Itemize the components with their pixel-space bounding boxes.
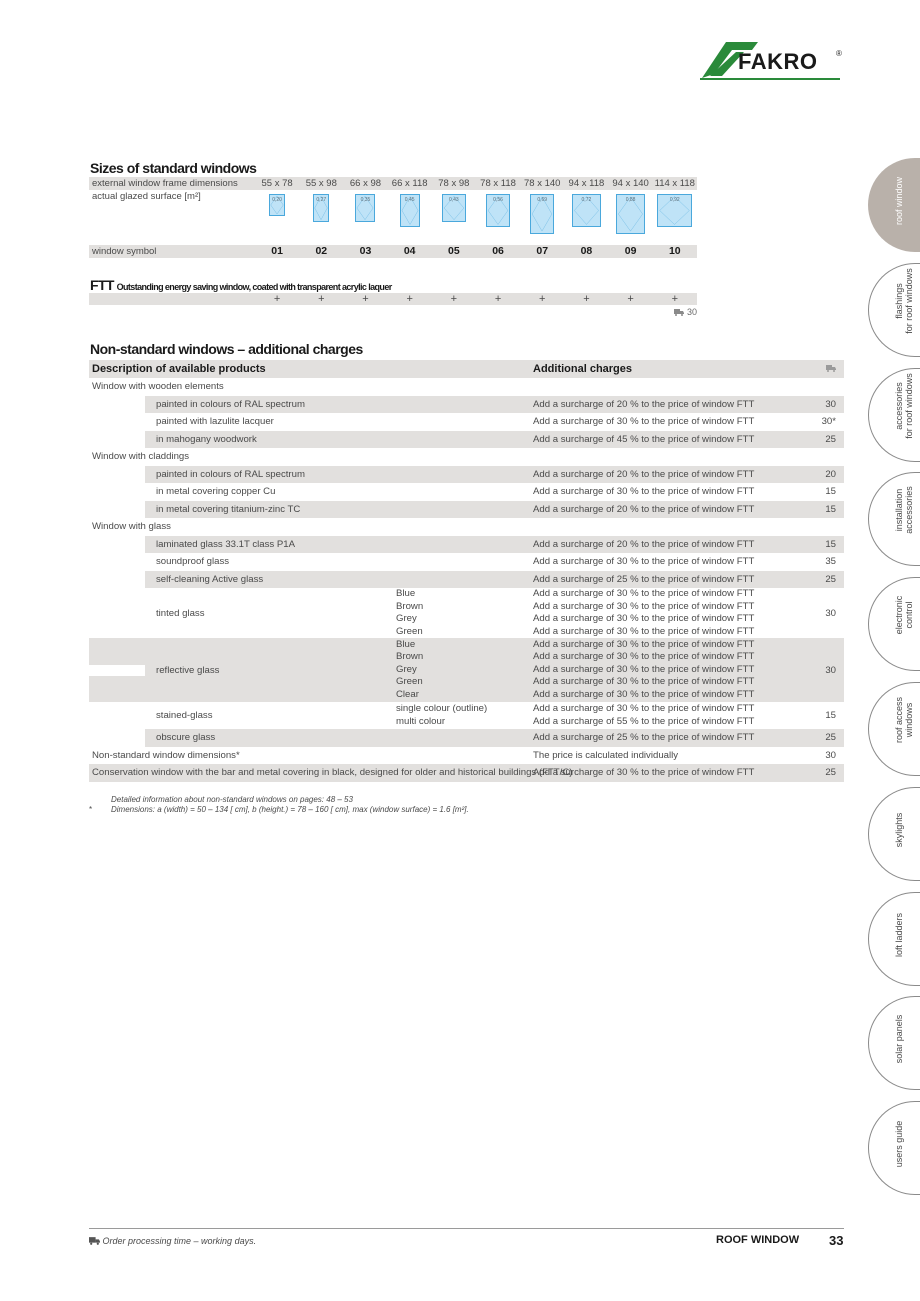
- ftt-lead-time: [660, 307, 697, 317]
- option-charge: Add a surcharge of 30 % to the price of window FTT: [533, 676, 755, 688]
- glazed-row: [89, 190, 697, 240]
- row-days: 15: [825, 503, 836, 515]
- dimension-cell: 94 x 118: [568, 178, 605, 189]
- row-days: 25: [825, 433, 836, 445]
- glazed-value: 0,56: [493, 197, 503, 203]
- ftt-description: Outstanding energy saving window, coated with transparent acrylic laquer: [116, 282, 392, 292]
- symbol-cell: 02: [315, 245, 328, 257]
- glazed-value: 0,69: [537, 197, 548, 203]
- side-tab[interactable]: [868, 158, 920, 252]
- side-tab-line: roof window: [894, 176, 904, 226]
- row-days: 15: [825, 486, 836, 497]
- side-tab-label: [894, 570, 914, 660]
- glazed-value: 0,20: [272, 197, 282, 203]
- dimensions-row: [89, 177, 697, 190]
- row-days: 15: [825, 710, 836, 721]
- availability-mark: +: [362, 293, 369, 305]
- table-row-tinted: [89, 588, 844, 638]
- footer-divider: [89, 1228, 844, 1229]
- side-tab-line: solar panels: [894, 1015, 904, 1064]
- charges-title: Non-standard windows – additional charges: [90, 341, 363, 357]
- page-number: 33: [829, 1233, 844, 1248]
- side-tab-line: skylights: [894, 812, 904, 848]
- option-label: single colour (outline): [396, 703, 488, 714]
- option-charge: Add a surcharge of 30 % to the price of window FTT: [533, 663, 755, 675]
- side-tab-line: for roof windows: [904, 372, 914, 439]
- option-label: Blue: [396, 638, 416, 650]
- window-diagram: [313, 194, 329, 222]
- option-charge: Add a surcharge of 30 % to the price of window FTT: [533, 651, 755, 663]
- side-tab[interactable]: [868, 1101, 920, 1195]
- table-row: [89, 466, 844, 484]
- symbol-cell: 04: [403, 245, 416, 257]
- option-charge: Add a surcharge of 55 % to the price of window FTT: [533, 715, 755, 727]
- option-charge: Add a surcharge of 30 % to the price of window FTT: [533, 613, 755, 624]
- option-label: Brown: [396, 600, 424, 612]
- row-charge: Add a surcharge of 20 % to the price of window FTT: [533, 468, 755, 480]
- row-charge: Add a surcharge of 25 % to the price of window FTT: [533, 732, 755, 743]
- dimension-cell: 55 x 78: [261, 178, 293, 189]
- table-row: [89, 483, 844, 501]
- table-row: [89, 536, 844, 554]
- option-label: Grey: [396, 663, 417, 675]
- footer-note-text: Order processing time – working days.: [102, 1236, 257, 1246]
- side-tab-label: [894, 256, 914, 346]
- option-label: Green: [396, 625, 423, 637]
- window-diagram: [616, 194, 645, 234]
- symbol-label: window symbol: [92, 246, 157, 257]
- option-label: Grey: [396, 613, 417, 624]
- glazed-cell: [609, 191, 653, 240]
- side-tab-label: [894, 156, 904, 246]
- row-charge: Add a surcharge of 30 % to the price of window FTT: [533, 416, 755, 427]
- symbol-row: [89, 245, 697, 258]
- footnote-star: *: [89, 805, 93, 814]
- side-tab-line: electronic: [894, 595, 904, 635]
- dimension-cell: 66 x 98: [349, 178, 382, 189]
- glazed-cell: [564, 191, 608, 240]
- charges-table: [89, 360, 844, 782]
- row-days: 30*: [821, 416, 836, 427]
- sizes-title: Sizes of standard windows: [90, 160, 257, 176]
- row-charge: The price is calculated individually: [533, 749, 679, 761]
- window-diagram: [400, 194, 420, 227]
- row-days: 25: [825, 573, 836, 585]
- table-row: [89, 747, 844, 765]
- dimension-cell: 78 x 118: [480, 178, 516, 189]
- dimension-cell: 94 x 140: [612, 178, 649, 189]
- window-diagram: [442, 194, 466, 222]
- option-label: Clear: [396, 688, 419, 700]
- side-tab-label: [894, 890, 904, 980]
- symbol-cell: 09: [624, 245, 637, 257]
- table-row: [89, 501, 844, 519]
- charges-header-label: Additional charges: [533, 363, 633, 375]
- truck-icon: [826, 365, 836, 372]
- ftt-availability-row: [89, 293, 697, 305]
- charges-header: [89, 360, 844, 378]
- row-charge: Add a surcharge of 20 % to the price of window FTT: [533, 503, 755, 515]
- side-tab[interactable]: [868, 996, 920, 1090]
- availability-mark: +: [671, 293, 678, 305]
- availability-mark: +: [539, 293, 546, 305]
- table-row: [89, 396, 844, 414]
- row-charge: Add a surcharge of 20 % to the price of window FTT: [533, 538, 755, 550]
- row-days: 20: [825, 468, 836, 480]
- table-row-stained: [89, 702, 844, 729]
- window-diagram: [355, 194, 375, 222]
- table-row: [89, 729, 844, 747]
- side-tab[interactable]: [868, 577, 920, 671]
- side-tab-line: control: [904, 601, 914, 629]
- window-diagram: [486, 194, 510, 227]
- ftt-lead-time-value: 30: [686, 307, 697, 317]
- glazed-cell: [520, 191, 564, 240]
- option-charge: Add a surcharge of 30 % to the price of window FTT: [533, 688, 755, 700]
- availability-mark: +: [583, 293, 590, 305]
- row-label: stained-glass: [156, 710, 213, 721]
- glazed-cell: [432, 191, 476, 240]
- row-charge: Add a surcharge of 30 % to the price of window FTT: [533, 556, 755, 567]
- row-days: 30: [825, 664, 836, 676]
- glazed-value: 0,35: [360, 197, 371, 203]
- brand-name: FAKRO: [738, 49, 818, 74]
- option-charge: Add a surcharge of 30 % to the price of window FTT: [533, 638, 755, 650]
- table-row: [89, 413, 844, 431]
- side-tab-line: users guide: [894, 1120, 904, 1168]
- symbol-cell: 03: [359, 245, 372, 257]
- side-tab[interactable]: [868, 787, 920, 881]
- row-label: tinted glass: [156, 607, 205, 619]
- glazed-cell: [653, 191, 697, 240]
- side-tab-label: [894, 1099, 904, 1189]
- symbol-cell: 08: [580, 245, 593, 257]
- side-tab[interactable]: [868, 472, 920, 566]
- row-charge: Add a surcharge of 20 % to the price of window FTT: [533, 398, 755, 410]
- dimensions-note: [89, 805, 469, 814]
- side-tab-label: [894, 675, 914, 765]
- side-tab-label: [894, 361, 914, 451]
- glazed-cell: [388, 191, 432, 240]
- option-label: multi colour: [396, 715, 446, 727]
- row-charge: Add a surcharge of 30 % to the price of window FTT: [533, 486, 755, 497]
- description-header: Description of available products: [92, 363, 266, 375]
- row-charge: Add a surcharge of 30 % to the price of window FTT: [533, 767, 755, 778]
- side-tab-label: [894, 785, 904, 875]
- symbol-cell: 07: [536, 245, 549, 257]
- glazed-value: 0,88: [625, 197, 636, 203]
- option-charge: Add a surcharge of 30 % to the price of window FTT: [533, 600, 755, 612]
- glazed-value: 0,72: [581, 197, 592, 203]
- row-days: 25: [825, 767, 836, 778]
- option-label: Blue: [396, 588, 416, 599]
- glazed-value: 0,43: [448, 197, 459, 203]
- glazed-cell: [343, 191, 387, 240]
- row-label: Conservation window with the bar and metal covering in black, designed for older and historical buildings (FTT/C): [92, 767, 573, 778]
- group-label: Window with claddings: [92, 451, 190, 462]
- row-label: soundproof glass: [156, 556, 230, 567]
- availability-mark: +: [273, 293, 281, 305]
- row-days: 30: [825, 398, 836, 410]
- info-note: Detailed information about non-standard windows on pages: 48 – 53: [111, 795, 353, 804]
- row-label: painted in colours of RAL spectrum: [89, 396, 396, 414]
- table-row: [89, 764, 844, 782]
- row-charge: Add a surcharge of 45 % to the price of window FTT: [533, 433, 755, 445]
- dimensions-label: external window frame dimensions: [92, 178, 238, 189]
- ftt-code: FTT: [90, 277, 114, 293]
- side-tab-line: loft ladders: [894, 912, 904, 957]
- glazed-cell: [299, 191, 343, 240]
- row-label: Non-standard window dimensions*: [92, 749, 240, 761]
- availability-mark: +: [406, 293, 413, 305]
- side-tab-line: installation: [894, 489, 904, 532]
- symbol-cell: 05: [448, 245, 460, 257]
- row-days: 30: [825, 749, 836, 761]
- glazed-cell: [255, 191, 299, 240]
- symbol-cell: 01: [271, 245, 283, 257]
- footer-section-title: ROOF WINDOW: [716, 1234, 800, 1246]
- row-days: 25: [825, 732, 836, 743]
- side-tab[interactable]: [868, 682, 920, 776]
- row-days: 15: [825, 538, 836, 550]
- row-label: in metal covering copper Cu: [156, 486, 276, 497]
- glazed-label: actual glazed surface [m²]: [92, 191, 201, 202]
- option-label: Brown: [396, 651, 424, 663]
- group-label: Window with wooden elements: [92, 381, 224, 392]
- dimension-cell: 114 x 118: [654, 178, 695, 189]
- row-label: laminated glass 33.1T class P1A: [89, 536, 396, 554]
- row-label: reflective glass: [89, 665, 396, 676]
- dimension-cell: 78 x 140: [523, 178, 561, 189]
- row-label: painted in colours of RAL spectrum: [89, 466, 396, 484]
- row-days: 30: [825, 607, 836, 619]
- side-tab[interactable]: [868, 892, 920, 986]
- row-label: in metal covering titanium-zinc TC: [89, 501, 396, 519]
- glazed-value: 0,92: [669, 197, 680, 203]
- side-tab-line: windows: [904, 702, 914, 738]
- side-tab-label: [894, 465, 914, 555]
- table-row-reflective: [89, 638, 844, 702]
- window-diagram: [530, 194, 554, 234]
- side-tab-line: roof access: [894, 696, 904, 744]
- availability-mark: +: [450, 293, 458, 305]
- symbol-cell: 06: [492, 245, 504, 257]
- side-tab[interactable]: [868, 368, 920, 462]
- dimension-cell: 55 x 98: [305, 178, 337, 189]
- row-charge: Add a surcharge of 25 % to the price of window FTT: [533, 573, 755, 585]
- option-charge: Add a surcharge of 30 % to the price of window FTT: [533, 588, 755, 599]
- window-diagram: [269, 194, 285, 216]
- dimension-cell: 66 x 118: [391, 178, 428, 189]
- row-label: self-cleaning Active glass: [89, 571, 396, 589]
- glazed-value: 0,27: [316, 197, 327, 203]
- dimension-cell: 78 x 98: [438, 178, 470, 189]
- side-tab-label: [894, 994, 904, 1084]
- symbol-cell: 10: [668, 245, 681, 257]
- truck-icon: [89, 1237, 100, 1245]
- row-label: painted with lazulite lacquer: [156, 416, 274, 427]
- side-tab[interactable]: [868, 263, 920, 357]
- brand-registered: ®: [836, 49, 842, 58]
- side-tab-line: for roof windows: [904, 268, 914, 334]
- table-row: [89, 571, 844, 589]
- option-charge: Add a surcharge of 30 % to the price of window FTT: [533, 625, 755, 637]
- side-tab-line: accessories: [894, 381, 904, 430]
- glazed-value: 0,45: [404, 197, 415, 203]
- group-glass: [89, 518, 844, 536]
- glazed-cell: [476, 191, 520, 240]
- availability-mark: +: [318, 293, 325, 305]
- availability-mark: +: [494, 293, 502, 305]
- group-label: Window with glass: [92, 521, 171, 532]
- row-days: 35: [825, 556, 836, 567]
- row-label: in mahogany woodwork: [89, 431, 396, 449]
- table-row: [89, 553, 844, 571]
- sizes-table: [89, 177, 697, 258]
- truck-icon: [674, 309, 684, 316]
- option-charge: Add a surcharge of 30 % to the price of window FTT: [533, 703, 755, 714]
- window-diagram: [572, 194, 601, 227]
- row-label: obscure glass: [89, 729, 396, 747]
- availability-mark: +: [627, 293, 634, 305]
- side-tab-line: accessories: [904, 486, 914, 535]
- side-tab-line: flashings: [894, 283, 904, 319]
- option-label: Green: [396, 676, 423, 688]
- group-claddings: [89, 448, 844, 466]
- footer-note: [89, 1236, 256, 1246]
- ftt-title: [90, 277, 392, 293]
- dimensions-note-text: Dimensions: a (width) = 50 – 134 [ cm], b (height.) = 78 – 160 [ cm], max (window surface) = 1.6 [m²].: [111, 805, 469, 814]
- table-row: [89, 431, 844, 449]
- window-diagram: [657, 194, 692, 227]
- group-wooden: [89, 378, 844, 396]
